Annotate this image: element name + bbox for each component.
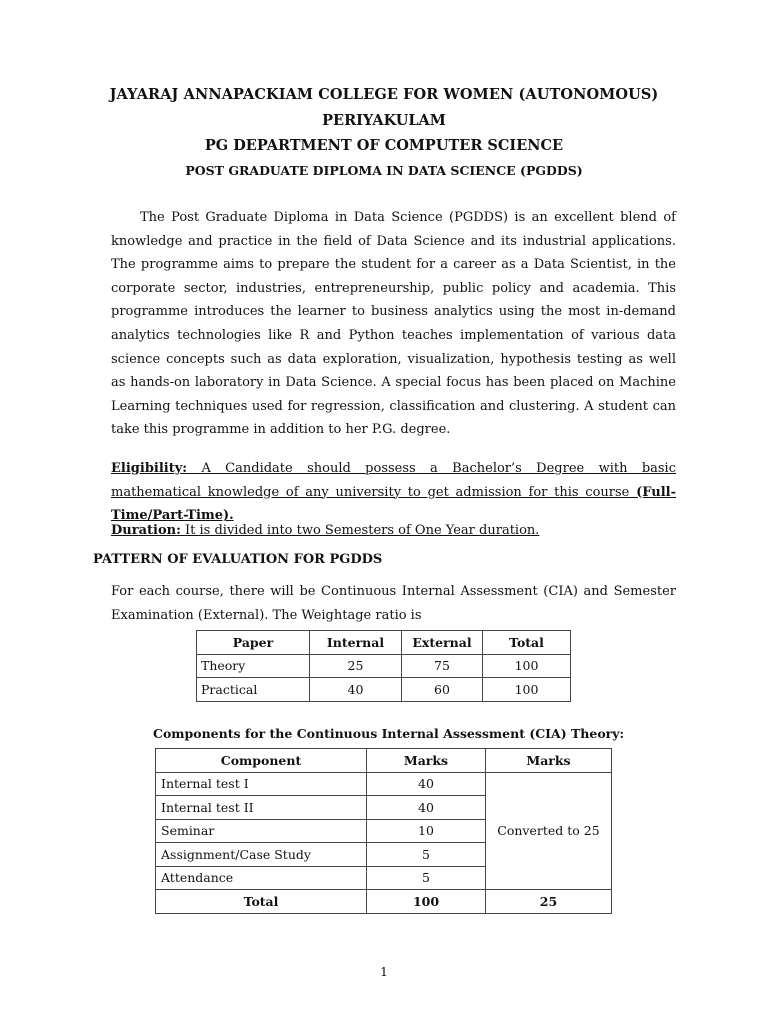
table-cell: 40 — [310, 678, 402, 702]
table-cell: Total — [156, 890, 367, 914]
eligibility-text: A Candidate should possess a Bachelor’s Degree with basic mathematical knowledge of any university to get admission for this course — [111, 461, 676, 500]
duration-label: Duration: — [111, 523, 181, 538]
table-cell: Internal test I — [156, 772, 367, 796]
table-cell: 100 — [483, 678, 571, 702]
table-cell: 25 — [486, 890, 612, 914]
table-cell: Practical — [197, 678, 310, 702]
duration-paragraph — [111, 519, 676, 543]
page-number: 1 — [380, 964, 388, 979]
table-cell: Theory — [197, 654, 310, 678]
table-cell: 25 — [310, 654, 402, 678]
table-total-row — [156, 890, 612, 914]
intro-paragraph: The Post Graduate Diploma in Data Science (PGDDS) is an excellent blend of knowledge and practice in the field of Data Science and its industrial applications. The programme aims to prepare the student for a career as a Data Scientist, in the corporate sector, industries, entrepreneurship, public policy and academia. This programme introduces the learner to business analytics using the most in-demand analytics technologies like R and Python teaches implementation of various data science concepts such as data exploration, visualization, hypothesis testing as well as hands-on laboratory in Data Science. A special focus has been placed on Machine Learning techniques used for regression, classification and clustering. A student can take this programme in addition to her P.G. degree. — [111, 210, 676, 438]
table-row — [156, 772, 612, 796]
college-location: PERIYAKULAM — [322, 112, 446, 129]
cia-title: Components for the Continuous Internal Assessment (CIA) Theory: — [153, 726, 625, 741]
table-cell: Internal test II — [156, 796, 367, 820]
table-cell: 75 — [402, 654, 483, 678]
table-header-cell: Total — [483, 631, 571, 655]
college-name: JAYARAJ ANNAPACKIAM COLLEGE FOR WOMEN (AUTONOMOUS) — [109, 86, 659, 103]
department-name: PG DEPARTMENT OF COMPUTER SCIENCE — [204, 137, 564, 154]
converted-cell: Converted to 25 — [486, 772, 612, 890]
evaluation-heading: PATTERN OF EVALUATION FOR PGDDS — [93, 552, 383, 567]
programme-title: POST GRADUATE DIPLOMA IN DATA SCIENCE (PGDDS) — [185, 163, 583, 178]
table-header-row — [156, 749, 612, 773]
cia-table — [155, 748, 612, 914]
table-row — [197, 654, 571, 678]
table-cell: 5 — [367, 843, 486, 867]
table-header-row — [197, 631, 571, 655]
table-row — [197, 678, 571, 702]
table-cell: Seminar — [156, 819, 367, 843]
table-cell: 5 — [367, 866, 486, 890]
table-cell: Attendance — [156, 866, 367, 890]
table-cell: 60 — [402, 678, 483, 702]
table-header-cell: Component — [156, 749, 367, 773]
table-cell: 40 — [367, 772, 486, 796]
table-header-cell: Paper — [197, 631, 310, 655]
duration-text: It is divided into two Semesters of One Year duration. — [180, 523, 540, 538]
eligibility-label: Eligibility: — [111, 461, 188, 476]
table-header-cell: Marks — [486, 749, 612, 773]
weightage-table — [196, 630, 571, 702]
eligibility-paragraph — [111, 457, 676, 528]
table-header-cell: Marks — [367, 749, 486, 773]
table-cell: Assignment/Case Study — [156, 843, 367, 867]
table-cell: 40 — [367, 796, 486, 820]
table-cell: 100 — [367, 890, 486, 914]
table-header-cell: Internal — [310, 631, 402, 655]
table-cell: 100 — [483, 654, 571, 678]
evaluation-paragraph: For each course, there will be Continuous Internal Assessment (CIA) and Semester Examination (External). The Weightage ratio is — [111, 584, 676, 623]
table-cell: 10 — [367, 819, 486, 843]
eligibility-mode: (Full-Time/Part-Time). — [111, 484, 676, 524]
table-header-cell: External — [402, 631, 483, 655]
